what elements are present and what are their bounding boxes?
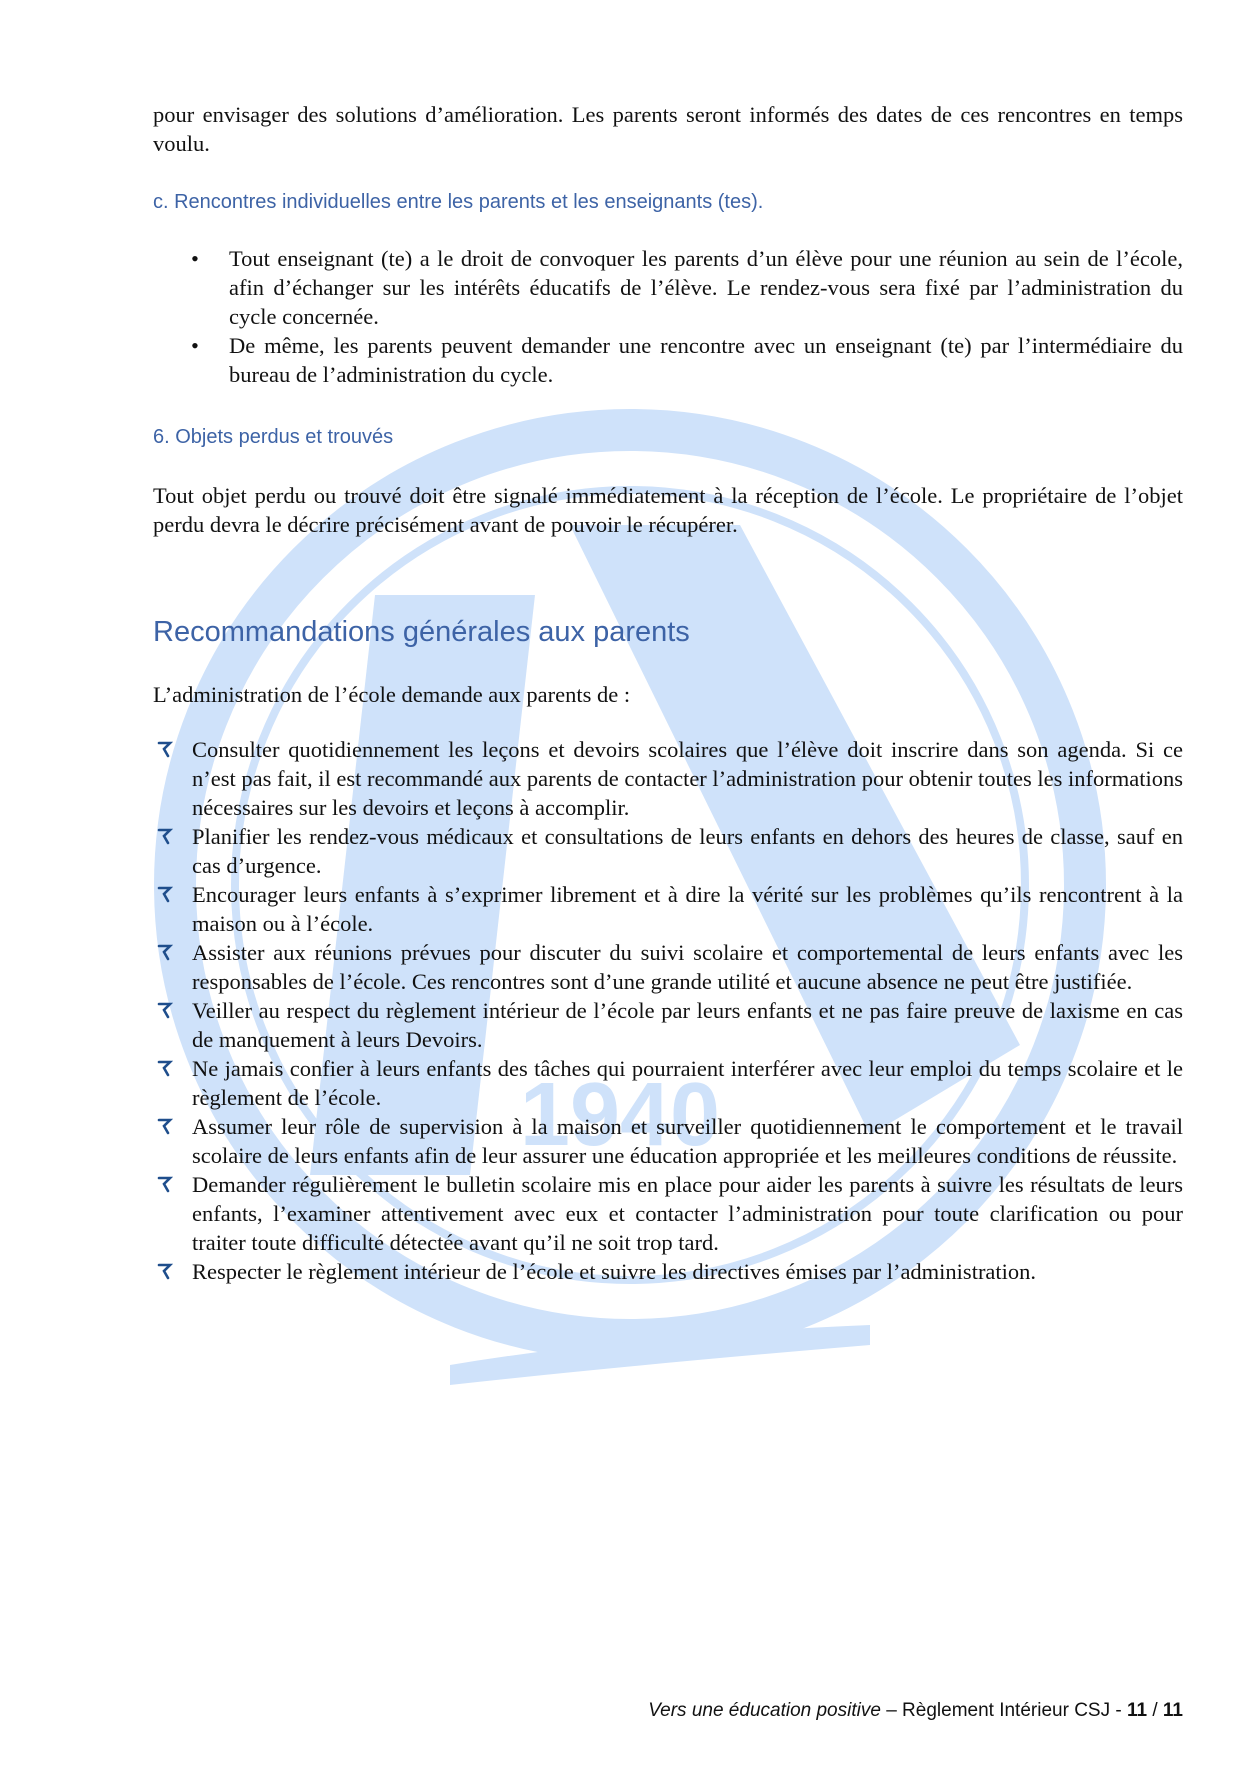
section-c-heading: c. Rencontres individuelles entre les parents et les enseignants (tes). bbox=[153, 191, 764, 213]
intro-paragraph: pour envisager des solutions d’amélioration. Les parents seront informés des dates de ces rencontres en temps voulu. bbox=[153, 102, 1183, 156]
arrow-bullet-icon bbox=[157, 886, 173, 904]
footer-page-total: 11 bbox=[1162, 1700, 1183, 1721]
arrow-bullet-icon bbox=[157, 1118, 173, 1136]
arrow-bullet-icon bbox=[157, 1176, 173, 1194]
list-item: Ne jamais confier à leurs enfants des tâches qui pourraient interférer avec leur emploi du temps scolaire et le règlement de l’école. bbox=[153, 1054, 1183, 1112]
recommendations-intro: L’administration de l’école demande aux parents de : bbox=[153, 682, 631, 707]
watermark-year: 1940 bbox=[519, 1065, 721, 1165]
list-item: • Tout enseignant (te) a le droit de convoquer les parents d’un élève pour une réunion au sein de l’école, afin d’échanger sur les intérêts éducatifs de l’élève. Le rendez-vous sera fixé par l’administration du cycle concernée. bbox=[153, 244, 1183, 331]
list-item: Consulter quotidiennement les leçons et devoirs scolaires que l’élève doit inscrire dans son agenda. Si ce n’est pas fait, il est recommandé aux parents de contacter l’administration pour obtenir toutes les informations nécessaires sur les devoirs et leçons à accomplir. bbox=[153, 735, 1183, 822]
list-item: Respecter le règlement intérieur de l’école et suivre les directives émises par l’administration. bbox=[153, 1257, 1183, 1286]
page-footer: Vers une éducation positive – Règlement Intérieur CSJ - 11 / 11 bbox=[648, 1700, 1183, 1721]
list-item: • De même, les parents peuvent demander une rencontre avec un enseignant (te) par l’intermédiaire du bureau de l’administration du cycle. bbox=[153, 331, 1183, 389]
list-item: Veiller au respect du règlement intérieur de l’école par leurs enfants et ne pas faire preuve de laxisme en cas de manquement à leurs Devoirs. bbox=[153, 996, 1183, 1054]
list-item: Encourager leurs enfants à s’exprimer librement et à dire la vérité sur les problèmes qu’ils rencontrent à la maison ou à l’école. bbox=[153, 880, 1183, 938]
arrow-bullet-icon bbox=[157, 1002, 173, 1020]
arrow-bullet-icon bbox=[157, 1263, 173, 1281]
arrow-bullet-icon bbox=[157, 828, 173, 846]
footer-doc-title: – Règlement Intérieur CSJ - bbox=[880, 1700, 1127, 1721]
arrow-bullet-icon bbox=[157, 944, 173, 962]
arrow-bullet-icon bbox=[157, 1060, 173, 1078]
recommendations-heading: Recommandations générales aux parents bbox=[153, 616, 690, 648]
footer-page-number: 11 bbox=[1126, 1700, 1148, 1721]
footer-motto: Vers une éducation positive bbox=[648, 1700, 881, 1721]
section-6-paragraph: Tout objet perdu ou trouvé doit être signalé immédiatement à la réception de l’école. Le propriétaire de l’objet perdu devra le décrire précisément avant de pouvoir le récupérer. bbox=[153, 483, 1183, 537]
list-item: Assumer leur rôle de supervision à la maison et surveiller quotidiennement le comportement et le travail scolaire de leurs enfants afin de leur assurer une éducation appropriée et les meilleures conditions de réussite. bbox=[153, 1112, 1183, 1170]
recommendations-list bbox=[153, 735, 1183, 1286]
section-6-heading: 6. Objets perdus et trouvés bbox=[153, 426, 394, 448]
bullet-dot-icon: • bbox=[191, 246, 199, 271]
document-page bbox=[153, 100, 1183, 1286]
list-item: Demander régulièrement le bulletin scolaire mis en place pour aider les parents à suivre les résultats de leurs enfants, l’examiner attentivement avec eux et contacter l’administration pour toute clarification ou pour traiter toute difficulté détectée avant qu’il ne soit trop tard. bbox=[153, 1170, 1183, 1257]
list-item: Planifier les rendez-vous médicaux et consultations de leurs enfants en dehors des heures de classe, sauf en cas d’urgence. bbox=[153, 822, 1183, 880]
arrow-bullet-icon bbox=[157, 741, 173, 759]
section-c-bullet-list bbox=[153, 244, 1183, 389]
list-item: Assister aux réunions prévues pour discuter du suivi scolaire et comportemental de leurs enfants avec les responsables de l’école. Ces rencontres sont d’une grande utilité et aucune absence ne peut être justifiée. bbox=[153, 938, 1183, 996]
bullet-dot-icon: • bbox=[191, 333, 199, 358]
